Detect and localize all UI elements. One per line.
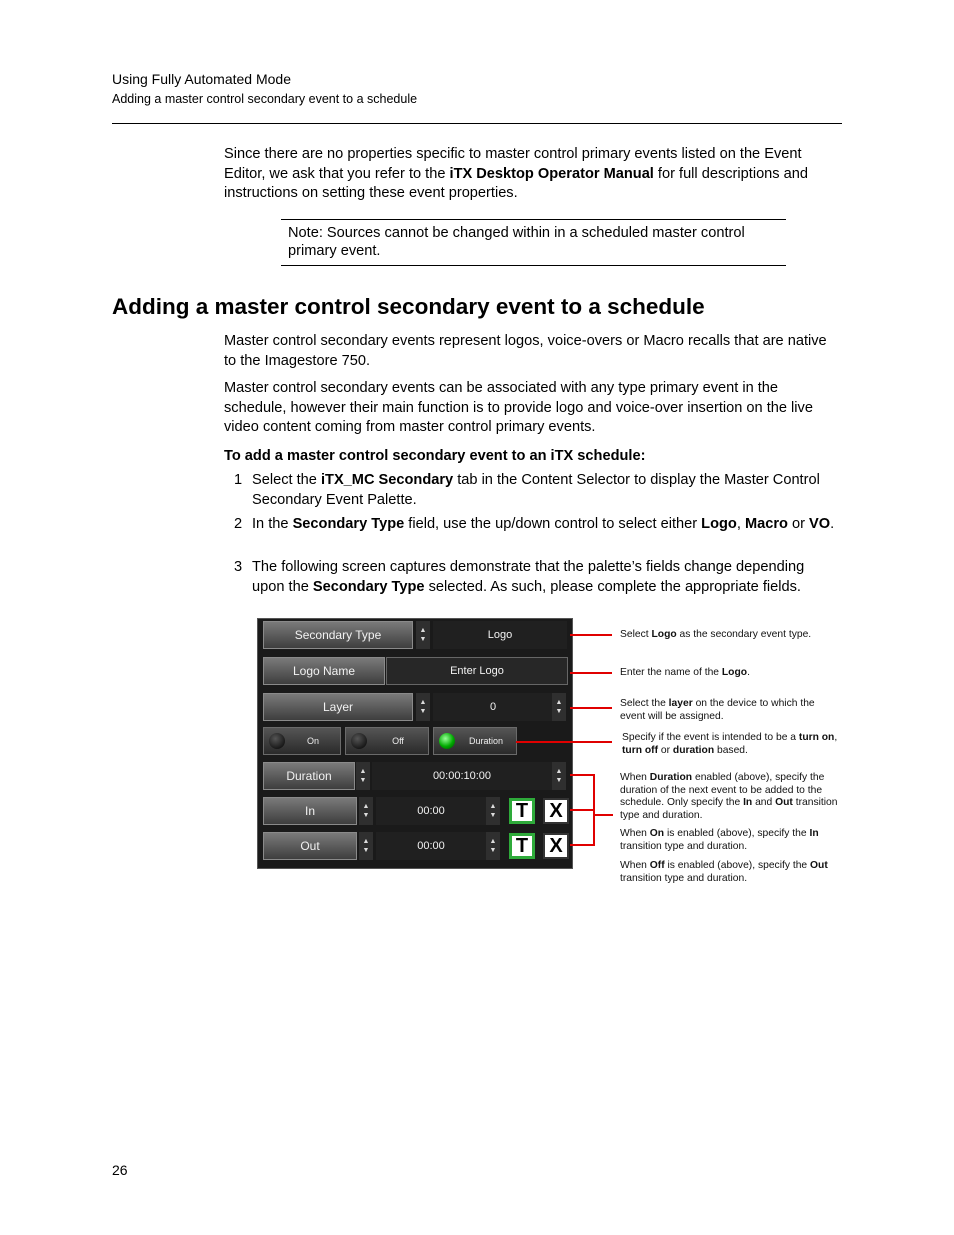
running-header-chapter: Using Fully Automated Mode <box>112 71 291 87</box>
step-1: 1 Select the iTX_MC Secondary tab in the Content Selector to display the Master Control Secondary Event Palette. <box>234 472 820 508</box>
section-paragraph-2: Master control secondary events can be associated with any type primary event in the schedule, however their main function is to provide logo and voice-over insertion on the live video content coming from master control primary events. <box>224 380 813 435</box>
annotation-duration: When Duration enabled (above), specify the duration of the next event to be added to the schedule. Only specify the In and Out transition type and duration. <box>620 772 838 821</box>
secondary-type-value[interactable]: Logo <box>433 621 567 649</box>
secondary-type-label: Secondary Type <box>263 621 413 649</box>
callout-line <box>570 634 612 636</box>
led-indicator-icon <box>351 733 367 749</box>
step-number: 2 <box>234 516 243 532</box>
out-label: Out <box>263 832 357 860</box>
header-rule <box>112 123 842 124</box>
in-value[interactable]: 00:00 <box>376 797 486 825</box>
clear-x-icon[interactable]: X <box>543 798 569 824</box>
callout-line <box>570 809 594 811</box>
logo-name-label: Logo Name <box>263 657 385 685</box>
callout-line <box>570 844 594 846</box>
layer-label: Layer <box>263 693 413 721</box>
annotation-toggle: Specify if the event is intended to be a turn on, turn off or duration based. <box>622 732 838 756</box>
annotation-on: When On is enabled (above), specify the In transition type and duration. <box>620 828 819 852</box>
spin-up-down-icon[interactable]: ▲ ▼ <box>359 797 373 825</box>
callout-bracket <box>593 774 595 846</box>
note-box: Note: Sources cannot be changed within in a scheduled master control primary event. <box>281 219 786 266</box>
mc-secondary-event-palette <box>257 618 573 869</box>
callout-line <box>593 814 613 816</box>
step-number: 3 <box>234 559 243 575</box>
annotation-off: When Off is enabled (above), specify the Out transition type and duration. <box>620 860 828 884</box>
spin-up-down-icon[interactable]: ▲ ▼ <box>416 621 430 649</box>
page-number: 26 <box>112 1162 128 1178</box>
step-number: 1 <box>234 472 243 488</box>
step-2: 2 In the Secondary Type field, use the up/down control to select either Logo, Macro or VO. <box>234 515 840 535</box>
spin-up-down-icon[interactable]: ▲ ▼ <box>552 693 566 721</box>
spin-up-down-icon[interactable]: ▲ ▼ <box>416 693 430 721</box>
spin-up-down-icon[interactable]: ▲ ▼ <box>359 832 373 860</box>
spin-up-down-icon[interactable]: ▲ ▼ <box>486 797 500 825</box>
out-value[interactable]: 00:00 <box>376 832 486 860</box>
in-label: In <box>263 797 357 825</box>
annotation-layer: Select the layer on the device to which the event will be assigned. <box>620 698 815 722</box>
clear-x-icon[interactable]: X <box>543 833 569 859</box>
led-indicator-icon <box>439 733 455 749</box>
spin-up-down-icon[interactable]: ▲ ▼ <box>356 762 370 790</box>
intro-paragraph: Since there are no properties specific to master control primary events listed on the Event Editor, we ask that you refer to the iTX Desktop Operator Manual for full descriptions and instructions on setting these event properties. <box>224 146 809 201</box>
spin-up-down-icon[interactable]: ▲ ▼ <box>552 762 566 790</box>
procedure-title: To add a master control secondary event to an iTX schedule: <box>224 448 646 464</box>
annotation-secondary-type: Select Logo as the secondary event type. <box>620 629 812 640</box>
off-toggle[interactable]: Off <box>345 727 429 755</box>
duration-toggle[interactable]: Duration <box>433 727 517 755</box>
callout-line <box>570 774 594 776</box>
callout-line <box>570 707 612 709</box>
transition-t-icon[interactable]: T <box>509 833 535 859</box>
led-indicator-icon <box>269 733 285 749</box>
step-3: 3 The following screen captures demonstrate that the palette’s fields change depending upon the Secondary Type selected. As such, please complete the appropriate fields. <box>234 559 805 595</box>
layer-value[interactable]: 0 <box>433 693 553 721</box>
running-header-section: Adding a master control secondary event to a schedule <box>112 92 418 106</box>
callout-line <box>570 672 612 674</box>
transition-t-icon[interactable]: T <box>509 798 535 824</box>
duration-label: Duration <box>263 762 355 790</box>
duration-value[interactable]: 00:00:10:00 <box>372 762 552 790</box>
section-paragraph-1: Master control secondary events represent logos, voice-overs or Macro recalls that are native to the Imagestore 750. <box>224 333 827 369</box>
section-heading: Adding a master control secondary event to a schedule <box>112 294 705 319</box>
logo-name-input[interactable]: Enter Logo <box>386 657 568 685</box>
callout-line <box>516 741 612 743</box>
annotation-logo-name: Enter the name of the Logo. <box>620 667 750 678</box>
on-toggle[interactable]: On <box>263 727 341 755</box>
spin-up-down-icon[interactable]: ▲ ▼ <box>486 832 500 860</box>
